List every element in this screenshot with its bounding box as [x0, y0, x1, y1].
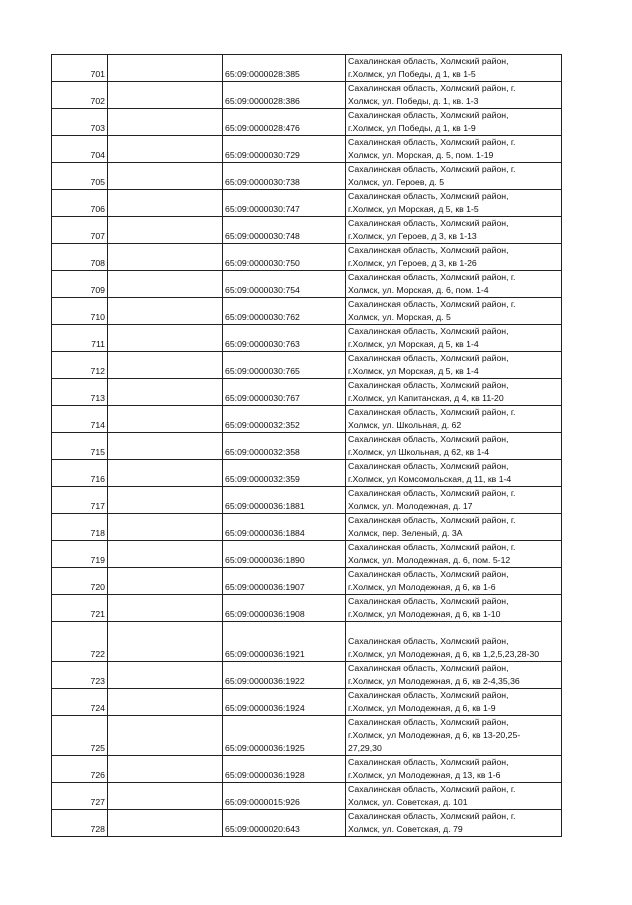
address-cell: [346, 136, 562, 163]
registry-table: [51, 54, 562, 837]
address-line: Сахалинская область, Холмский район, г.: [348, 784, 516, 794]
table-row: [52, 406, 562, 433]
cadastral-number: 65:09:0000030:765: [223, 352, 346, 379]
address-line: Сахалинская область, Холмский район,: [348, 218, 509, 228]
row-number: 706: [52, 190, 108, 217]
table-row: [52, 810, 562, 837]
address-cell: [346, 460, 562, 487]
address-line: г.Холмск, ул Морская, д 5, кв 1-4: [348, 366, 479, 376]
empty-cell: [108, 662, 223, 689]
address-line: г.Холмск, ул Молодежная, д 6, кв 1,2,5,23,28-30: [348, 649, 540, 659]
empty-cell: [108, 514, 223, 541]
cadastral-number: 65:09:0000015:926: [223, 783, 346, 810]
cadastral-number: 65:09:0000036:1928: [223, 756, 346, 783]
cadastral-number: 65:09:0000028:476: [223, 109, 346, 136]
row-number: 701: [52, 55, 108, 82]
table-row: [52, 514, 562, 541]
cadastral-number: 65:09:0000036:1890: [223, 541, 346, 568]
table-row: [52, 487, 562, 514]
row-number: 713: [52, 379, 108, 406]
address-cell: [346, 379, 562, 406]
empty-cell: [108, 622, 223, 662]
table-row: [52, 190, 562, 217]
row-number: 715: [52, 433, 108, 460]
cadastral-number: 65:09:0000030:747: [223, 190, 346, 217]
row-number: 727: [52, 783, 108, 810]
table-row: [52, 460, 562, 487]
address-line: Сахалинская область, Холмский район,: [348, 110, 509, 120]
address-line: г.Холмск, ул Героев, д 3, кв 1-26: [348, 258, 477, 268]
row-number: 724: [52, 689, 108, 716]
empty-cell: [108, 716, 223, 756]
empty-cell: [108, 541, 223, 568]
empty-cell: [108, 487, 223, 514]
cadastral-number: 65:09:0000032:358: [223, 433, 346, 460]
row-number: 714: [52, 406, 108, 433]
address-line: Сахалинская область, Холмский район,: [348, 690, 509, 700]
address-cell: [346, 662, 562, 689]
table-row: [52, 271, 562, 298]
cadastral-number: 65:09:0000032:359: [223, 460, 346, 487]
address-cell: [346, 406, 562, 433]
row-number: 710: [52, 298, 108, 325]
empty-cell: [108, 689, 223, 716]
address-line: г.Холмск, ул Победы, д 1, кв 1-9: [348, 123, 476, 133]
row-number: 723: [52, 662, 108, 689]
address-cell: [346, 568, 562, 595]
table-row: [52, 298, 562, 325]
empty-cell: [108, 163, 223, 190]
empty-cell: [108, 325, 223, 352]
address-line: Сахалинская область, Холмский район,: [348, 245, 509, 255]
address-line: Сахалинская область, Холмский район,: [348, 569, 509, 579]
row-number: 705: [52, 163, 108, 190]
address-line: Холмск, ул. Молодежная, д. 17: [348, 501, 473, 511]
row-number: 707: [52, 217, 108, 244]
address-line: Сахалинская область, Холмский район,: [348, 636, 509, 646]
address-cell: [346, 487, 562, 514]
address-line: Сахалинская область, Холмский район,: [348, 380, 509, 390]
table-row: [52, 352, 562, 379]
row-number: 711: [52, 325, 108, 352]
address-cell: [346, 783, 562, 810]
address-line: Холмск, ул. Морская, д. 5: [348, 312, 451, 322]
address-line: Сахалинская область, Холмский район, г.: [348, 164, 516, 174]
row-number: 722: [52, 622, 108, 662]
address-line: Сахалинская область, Холмский район, г.: [348, 515, 516, 525]
cadastral-number: 65:09:0000030:729: [223, 136, 346, 163]
empty-cell: [108, 109, 223, 136]
cadastral-number: 65:09:0000036:1924: [223, 689, 346, 716]
address-line: Сахалинская область, Холмский район,: [348, 717, 509, 727]
empty-cell: [108, 568, 223, 595]
row-number: 717: [52, 487, 108, 514]
row-number: 726: [52, 756, 108, 783]
address-cell: [346, 433, 562, 460]
address-line: Холмск, ул. Советская, д. 79: [348, 824, 463, 834]
address-line: Холмск, пер. Зеленый, д. 3А: [348, 528, 463, 538]
address-line: Сахалинская область, Холмский район,: [348, 757, 509, 767]
address-line: Сахалинская область, Холмский район,: [348, 596, 509, 606]
cadastral-number: 65:09:0000028:386: [223, 82, 346, 109]
address-line: г.Холмск, ул Капитанская, д 4, кв 11-20: [348, 393, 504, 403]
row-number: 720: [52, 568, 108, 595]
cadastral-number: 65:09:0000030:750: [223, 244, 346, 271]
row-number: 728: [52, 810, 108, 837]
empty-cell: [108, 460, 223, 487]
address-line: г.Холмск, ул Молодежная, д 6, кв 1-6: [348, 582, 496, 592]
row-number: 712: [52, 352, 108, 379]
table-row: [52, 136, 562, 163]
empty-cell: [108, 433, 223, 460]
empty-cell: [108, 595, 223, 622]
address-line: Сахалинская область, Холмский район, г.: [348, 542, 516, 552]
address-line: Сахалинская область, Холмский район,: [348, 663, 509, 673]
table-row: [52, 433, 562, 460]
address-cell: [346, 352, 562, 379]
address-line: Сахалинская область, Холмский район, г.: [348, 137, 516, 147]
address-line: Сахалинская область, Холмский район,: [348, 326, 509, 336]
cadastral-number: 65:09:0000036:1907: [223, 568, 346, 595]
table-row: [52, 325, 562, 352]
table-row: [52, 541, 562, 568]
address-line: г.Холмск, ул Морская, д 5, кв 1-5: [348, 204, 479, 214]
address-line: г.Холмск, ул Победы, д 1, кв 1-5: [348, 69, 476, 79]
address-line: г.Холмск, ул Молодежная, д 13, кв 1-6: [348, 770, 501, 780]
empty-cell: [108, 352, 223, 379]
cadastral-number: 65:09:0000032:352: [223, 406, 346, 433]
empty-cell: [108, 136, 223, 163]
cadastral-number: 65:09:0000030:763: [223, 325, 346, 352]
table-row: [52, 109, 562, 136]
address-line: Сахалинская область, Холмский район, г.: [348, 407, 516, 417]
address-line: г.Холмск, ул Молодежная, д 6, кв 2-4,35,36: [348, 676, 520, 686]
address-line: г.Холмск, ул Героев, д 3, кв 1-13: [348, 231, 477, 241]
address-cell: [346, 595, 562, 622]
address-line: г.Холмск, ул Молодежная, д 6, кв 1-10: [348, 609, 501, 619]
address-cell: [346, 716, 562, 756]
registry-body: [52, 55, 562, 837]
cadastral-number: 65:09:0000036:1922: [223, 662, 346, 689]
empty-cell: [108, 298, 223, 325]
table-row: [52, 55, 562, 82]
empty-cell: [108, 244, 223, 271]
address-line: г.Холмск, ул Молодежная, д 6, кв 13-20,25-: [348, 730, 521, 740]
cadastral-number: 65:09:0000036:1881: [223, 487, 346, 514]
cadastral-number: 65:09:0000036:1925: [223, 716, 346, 756]
empty-cell: [108, 810, 223, 837]
table-row: [52, 689, 562, 716]
address-cell: [346, 82, 562, 109]
address-cell: [346, 514, 562, 541]
address-cell: [346, 271, 562, 298]
address-line: Сахалинская область, Холмский район,: [348, 434, 509, 444]
address-line: Холмск, ул. Молодежная, д. 6, пом. 5-12: [348, 555, 511, 565]
address-cell: [346, 55, 562, 82]
address-line: Сахалинская область, Холмский район,: [348, 461, 509, 471]
row-number: 703: [52, 109, 108, 136]
table-row: [52, 82, 562, 109]
cadastral-number: 65:09:0000030:762: [223, 298, 346, 325]
row-number: 718: [52, 514, 108, 541]
row-number: 709: [52, 271, 108, 298]
address-line: Сахалинская область, Холмский район, г.: [348, 272, 516, 282]
cadastral-number: 65:09:0000020:643: [223, 810, 346, 837]
empty-cell: [108, 379, 223, 406]
address-line: Сахалинская область, Холмский район,: [348, 56, 509, 66]
address-cell: [346, 109, 562, 136]
address-cell: [346, 244, 562, 271]
address-line: [348, 622, 559, 635]
table-row: [52, 716, 562, 756]
row-number: 721: [52, 595, 108, 622]
empty-cell: [108, 217, 223, 244]
table-row: [52, 783, 562, 810]
row-number: 702: [52, 82, 108, 109]
address-cell: [346, 217, 562, 244]
cadastral-number: 65:09:0000030:767: [223, 379, 346, 406]
address-cell: [346, 756, 562, 783]
row-number: 719: [52, 541, 108, 568]
table-row: [52, 244, 562, 271]
table-row: [52, 217, 562, 244]
address-cell: [346, 622, 562, 662]
row-number: 708: [52, 244, 108, 271]
empty-cell: [108, 783, 223, 810]
table-row: [52, 568, 562, 595]
empty-cell: [108, 190, 223, 217]
address-line: Сахалинская область, Холмский район, г.: [348, 299, 516, 309]
cadastral-number: 65:09:0000030:754: [223, 271, 346, 298]
empty-cell: [108, 82, 223, 109]
row-number: 716: [52, 460, 108, 487]
address-line: Сахалинская область, Холмский район,: [348, 353, 509, 363]
address-line: г.Холмск, ул Молодежная, д 6, кв 1-9: [348, 703, 496, 713]
table-row: [52, 662, 562, 689]
address-line: Холмск, ул. Героев, д. 5: [348, 177, 445, 187]
row-number: 725: [52, 716, 108, 756]
address-line: Холмск, ул. Школьная, д. 62: [348, 420, 462, 430]
address-line: Сахалинская область, Холмский район, г.: [348, 83, 516, 93]
address-cell: [346, 298, 562, 325]
address-cell: [346, 810, 562, 837]
address-cell: [346, 163, 562, 190]
address-line: г.Холмск, ул Школьная, д 62, кв 1-4: [348, 447, 490, 457]
address-line: Холмск, ул. Морская, д. 6, пом. 1-4: [348, 285, 489, 295]
empty-cell: [108, 406, 223, 433]
address-line: Сахалинская область, Холмский район, г.: [348, 488, 516, 498]
table-row: [52, 622, 562, 662]
address-line: Холмск, ул. Победы, д. 1, кв. 1-3: [348, 96, 479, 106]
address-line: 27,29,30: [348, 743, 382, 753]
cadastral-number: 65:09:0000036:1884: [223, 514, 346, 541]
address-cell: [346, 541, 562, 568]
address-cell: [346, 190, 562, 217]
empty-cell: [108, 271, 223, 298]
address-line: г.Холмск, ул Морская, д 5, кв 1-4: [348, 339, 479, 349]
cadastral-number: 65:09:0000028:385: [223, 55, 346, 82]
cadastral-number: 65:09:0000030:748: [223, 217, 346, 244]
row-number: 704: [52, 136, 108, 163]
table-row: [52, 756, 562, 783]
empty-cell: [108, 756, 223, 783]
address-line: Холмск, ул. Советская, д. 101: [348, 797, 468, 807]
address-line: г.Холмск, ул Комсомольская, д 11, кв 1-4: [348, 474, 512, 484]
table-row: [52, 379, 562, 406]
cadastral-number: 65:09:0000030:738: [223, 163, 346, 190]
cadastral-number: 65:09:0000036:1921: [223, 622, 346, 662]
address-cell: [346, 325, 562, 352]
table-row: [52, 595, 562, 622]
cadastral-number: 65:09:0000036:1908: [223, 595, 346, 622]
empty-cell: [108, 55, 223, 82]
table-row: [52, 163, 562, 190]
address-line: Сахалинская область, Холмский район,: [348, 191, 509, 201]
address-line: Холмск, ул. Морская, д. 5, пом. 1-19: [348, 150, 494, 160]
address-cell: [346, 689, 562, 716]
address-line: Сахалинская область, Холмский район, г.: [348, 811, 516, 821]
